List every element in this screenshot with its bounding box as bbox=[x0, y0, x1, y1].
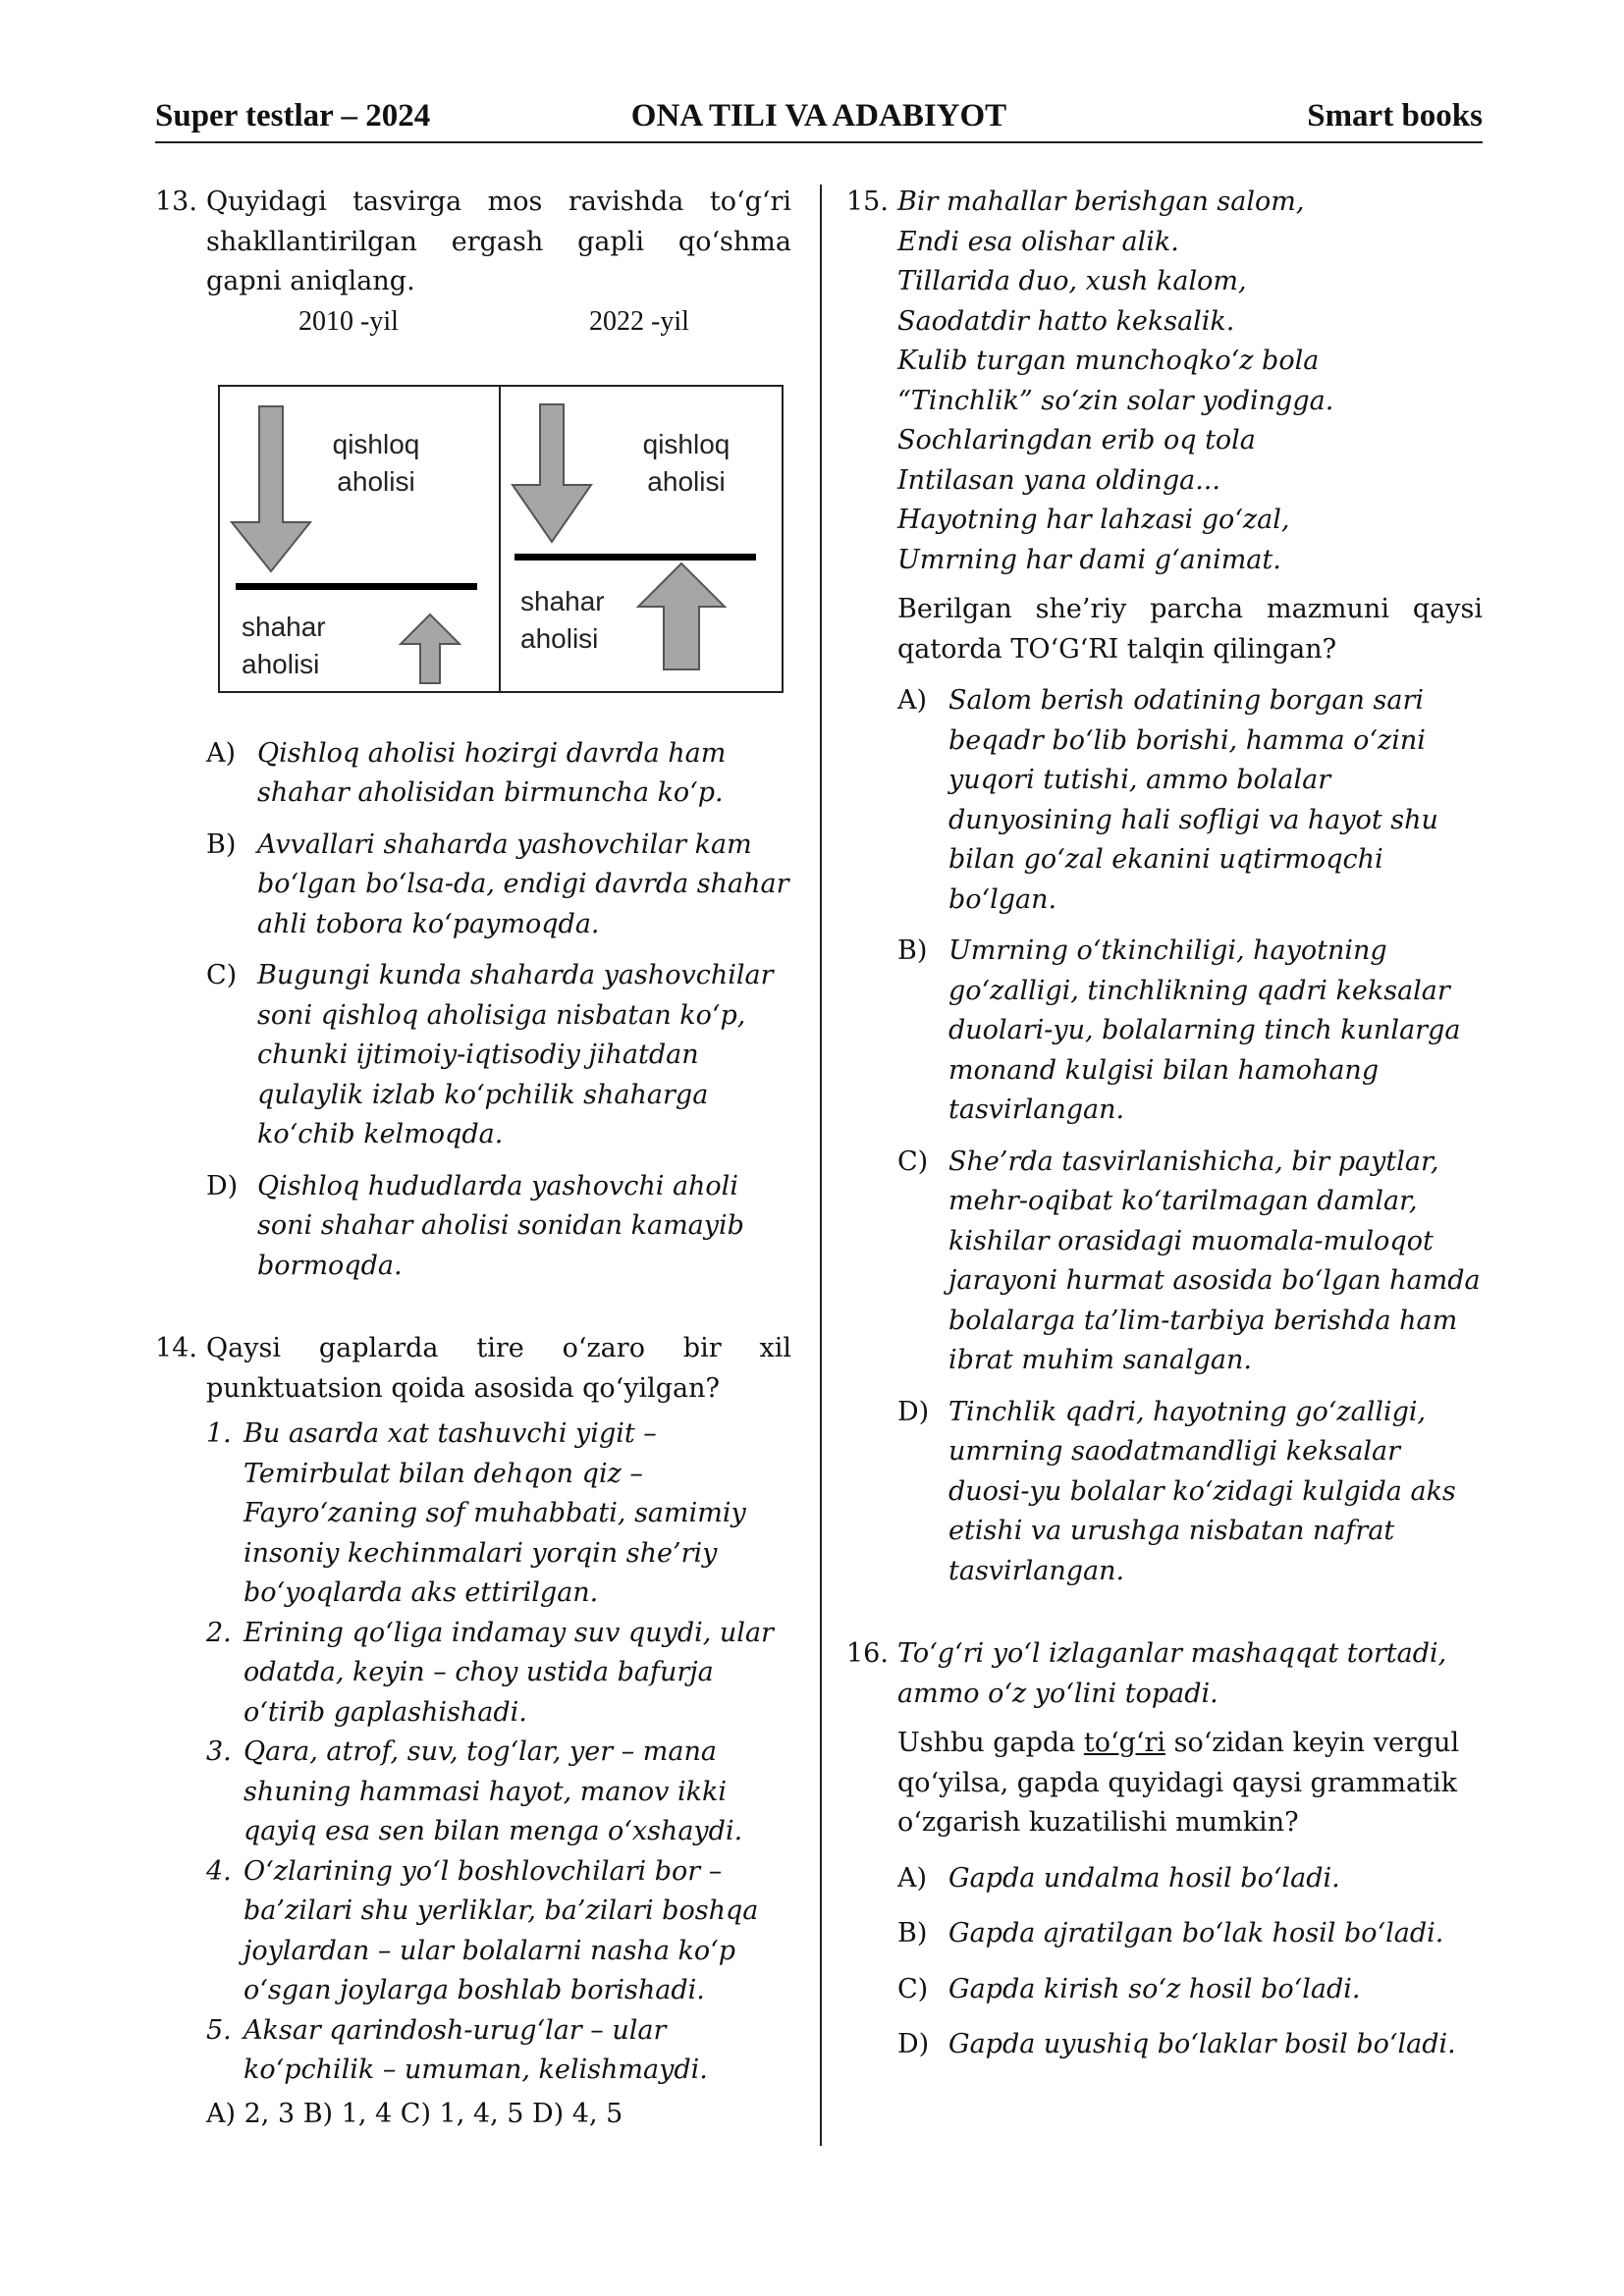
city-label-line1: shahar bbox=[520, 585, 605, 616]
option-d[interactable] bbox=[897, 2025, 1483, 2065]
poem-line: Intilasan yana oldinga... bbox=[897, 464, 1220, 496]
village-label-2022 bbox=[632, 426, 740, 501]
option-c[interactable] bbox=[897, 1143, 1483, 1381]
village-label-line1: qishloq bbox=[642, 428, 731, 459]
poem-line: Bir mahallar berishgan salom, bbox=[897, 187, 1305, 217]
option-c[interactable] bbox=[206, 956, 791, 1155]
sentence-item bbox=[206, 1733, 791, 1852]
city-label-line1: shahar bbox=[242, 611, 326, 642]
option-text: Gapda uyushiq bo‘laklar bosil bo‘ladi. bbox=[948, 2029, 1456, 2059]
question-text bbox=[897, 1724, 1483, 1843]
option-d[interactable] bbox=[897, 1393, 1483, 1592]
option-text: Gapda kirish so‘z hosil bo‘ladi. bbox=[948, 1973, 1361, 2004]
option-letter: B) bbox=[897, 935, 928, 966]
question-13 bbox=[155, 183, 791, 1286]
question-number: 13. bbox=[155, 187, 197, 217]
option-text: Qishloq aholisi hozirgi davrda ham shahar aholisidan birmuncha ko‘p. bbox=[257, 737, 727, 808]
option-letter: C) bbox=[206, 960, 238, 990]
question-text: Qaysi gaplarda tire o‘zaro bir xil punktuatsion qoida asosida qo‘yilgan? bbox=[206, 1333, 791, 1404]
city-arrow-2022 bbox=[638, 563, 725, 669]
option-text: Gapda undalma hosil bo‘ladi. bbox=[948, 1862, 1340, 1894]
diagram-separator bbox=[499, 387, 501, 691]
sentence-text: Qara, atrof, suv, tog‘lar, yer – mana shuning hammasi hayot, manov ikki qayiq esa sen bilan menga o‘xshaydi. bbox=[244, 1736, 743, 1846]
poem-line: Endi esa olishar alik. bbox=[897, 226, 1179, 257]
sentence-number: 1. bbox=[206, 1418, 232, 1449]
sentence-item bbox=[206, 1614, 791, 1734]
ground-line-2022 bbox=[514, 554, 756, 561]
sentence-number: 4. bbox=[206, 1855, 232, 1887]
question-15 bbox=[846, 183, 1483, 1591]
question-number: 15. bbox=[846, 187, 889, 217]
village-label-line2: aholisi bbox=[337, 465, 415, 497]
option-text: Tinchlik qadri, hayotning go‘zalligi, umrning saodatmandligi keksalar duosi-yu bolalar ko‘zidagi kulgida aks etishi va urushga nisbatan nafrat tasvirlangan. bbox=[948, 1396, 1456, 1586]
question-sentence: To‘g‘ri yo‘l izlaganlar mashaqqat tortadi, ammo o‘z yo‘lini topadi. bbox=[897, 1638, 1447, 1709]
option-b[interactable] bbox=[206, 826, 791, 945]
city-arrow-2010 bbox=[401, 614, 460, 683]
option-a[interactable] bbox=[206, 734, 791, 814]
answer-choices[interactable]: A) 2, 3 B) 1, 4 C) 1, 4, 5 D) 4, 5 bbox=[206, 2098, 623, 2129]
sentence-text: O‘zlarining yo‘l boshlovchilari bor – ba’zilari shu yerliklar, ba’zilari boshqa joylardan – ular bolalarni nasha ko‘p o‘sgan joylarga boshlab borishadi. bbox=[244, 1855, 759, 2005]
sentence-number: 2. bbox=[206, 1617, 232, 1648]
option-letter: D) bbox=[897, 2029, 930, 2059]
sentence-list bbox=[155, 1415, 791, 2134]
sentence-number: 5. bbox=[206, 2014, 232, 2046]
option-letter: C) bbox=[897, 1146, 929, 1177]
village-label-line2: aholisi bbox=[647, 465, 726, 497]
option-b[interactable] bbox=[897, 1914, 1483, 1954]
option-text: Salom berish odatining borgan sari beqadr bo‘lib borishi, hamma o‘zini yuqori tutishi, ammo bolalar dunyosining hali sofligi va hayot shu bilan go‘zal ekanini uqtirmoqchi bo‘lgan. bbox=[948, 685, 1438, 915]
option-letter: A) bbox=[206, 737, 237, 769]
option-b[interactable] bbox=[897, 932, 1483, 1131]
right-column bbox=[846, 183, 1483, 2065]
option-letter: A) bbox=[897, 685, 928, 716]
left-column bbox=[155, 183, 791, 2134]
option-letter: D) bbox=[897, 1396, 930, 1427]
question-text-end: so‘zidan keyin vergul qo‘yilsa, gapda quyidagi qaysi grammatik o‘zgarish kuzatilishi mumkin? bbox=[897, 1728, 1460, 1838]
ground-line-2010 bbox=[236, 583, 477, 590]
option-letter: D) bbox=[206, 1170, 239, 1201]
village-arrow-2010 bbox=[232, 406, 310, 571]
poem-line: “Tinchlik” so‘zin solar yodingga. bbox=[897, 385, 1334, 416]
sentence-number: 3. bbox=[206, 1736, 232, 1767]
sentence-item bbox=[206, 1415, 791, 1614]
poem-line: Tillarida duo, xush kalom, bbox=[897, 266, 1247, 296]
sentence-item bbox=[206, 2011, 791, 2091]
city-label-2010 bbox=[242, 609, 326, 683]
city-label-2022 bbox=[520, 583, 605, 658]
option-letter: B) bbox=[897, 1918, 928, 1949]
option-text: She’rda tasvirlanishicha, bir paytlar, mehr-oqibat ko‘tarilmagan damlar, kishilar orasidagi muomala-muloqot jarayoni hurmat asosida bo‘lgan hamda bolalarga ta’lim-tarbiya berishda ham ibrat muhim sanalgan. bbox=[948, 1146, 1481, 1375]
question-16 bbox=[846, 1634, 1483, 2065]
question-number: 16. bbox=[846, 1638, 889, 1669]
page-header bbox=[155, 98, 1483, 143]
poem-line: Saodatdir hatto keksalik. bbox=[897, 305, 1235, 337]
diagram-years bbox=[206, 302, 791, 344]
header-book-title: Super testlar – 2024 bbox=[155, 98, 431, 133]
option-letter: B) bbox=[206, 828, 237, 860]
underlined-word: to‘g‘ri bbox=[1083, 1728, 1165, 1758]
village-arrow-2022 bbox=[513, 404, 591, 542]
poem bbox=[897, 183, 1483, 580]
option-text: Gapda ajratilgan bo‘lak hosil bo‘ladi. bbox=[948, 1918, 1444, 1949]
question-number: 14. bbox=[155, 1333, 197, 1363]
poem-line: Umrning har dami g‘animat. bbox=[897, 544, 1281, 575]
option-c[interactable] bbox=[897, 1970, 1483, 2010]
poem-line: Hayotning har lahzasi go‘zal, bbox=[897, 505, 1290, 535]
question-14 bbox=[155, 1329, 791, 1409]
sentence-text: Erining qo‘liga indamay suv quydi, ular odatda, keyin – choy ustida bafurja o‘tirib gaplashishadi. bbox=[244, 1617, 774, 1728]
year-2010-label: 2010 -yil bbox=[298, 305, 399, 337]
option-d[interactable] bbox=[206, 1167, 791, 1287]
sentence-text: Aksar qarindosh-urug‘lar – ular ko‘pchilik – umuman, kelishmaydi. bbox=[244, 2014, 708, 2085]
column-divider bbox=[820, 185, 822, 2146]
option-letter: A) bbox=[897, 1862, 928, 1894]
question-text: Berilgan she’riy parcha mazmuni qaysi qatorda TO‘G‘RI talqin qilingan? bbox=[897, 594, 1483, 665]
sentence-item bbox=[206, 1852, 791, 2011]
option-a[interactable] bbox=[897, 1859, 1483, 1899]
question-text: Quyidagi tasvirga mos ravishda to‘g‘ri shakllantirilgan ergash gapli qo‘shma gapni aniqlang. bbox=[206, 187, 791, 296]
option-text: Qishloq hududlarda yashovchi aholi soni shahar aholisi sonidan kamayib bormoqda. bbox=[257, 1170, 744, 1281]
village-label-2010 bbox=[322, 426, 430, 501]
option-a[interactable] bbox=[897, 681, 1483, 920]
sentence-text: Bu asarda xat tashuvchi yigit – Temirbulat bilan dehqon qiz – Fayro‘zaning sof muhabbati, samimiy insoniy kechinmalari yorqin she’riy bo‘yoqlarda aks ettirilgan. bbox=[244, 1418, 746, 1608]
question-text-start: Ushbu gapda bbox=[897, 1728, 1084, 1758]
population-diagram bbox=[218, 385, 784, 693]
village-label-line1: qishloq bbox=[332, 428, 420, 459]
option-letter: C) bbox=[897, 1973, 929, 2004]
poem-line: Sochlaringdan erib oq tola bbox=[897, 425, 1256, 455]
header-subject: ONA TILI VA ADABIYOT bbox=[630, 98, 1007, 133]
option-text: Bugungi kunda shaharda yashovchilar soni qishloq aholisiga nisbatan ko‘p, chunki ijtimoiy-iqtisodiy jihatdan qulaylik izlab ko‘pchilik shaharga ko‘chib kelmoqda. bbox=[257, 960, 774, 1149]
option-text: Umrning o‘tkinchiligi, hayotning go‘zalligi, tinchlikning qadri keksalar duolari-yu, bolalarning tinch kunlarga monand kulgisi bilan hamohang tasvirlangan. bbox=[948, 935, 1461, 1125]
header-publisher: Smart books bbox=[1307, 98, 1483, 133]
option-text: Avvallari shaharda yashovchilar kam bo‘lgan bo‘lsa-da, endigi davrda shahar ahli tobora ko‘paymoqda. bbox=[257, 828, 789, 939]
city-label-line2: aholisi bbox=[242, 648, 320, 679]
year-2022-label: 2022 -yil bbox=[589, 305, 689, 337]
poem-line: Kulib turgan munchoqko‘z bola bbox=[897, 346, 1320, 376]
city-label-line2: aholisi bbox=[520, 622, 599, 654]
